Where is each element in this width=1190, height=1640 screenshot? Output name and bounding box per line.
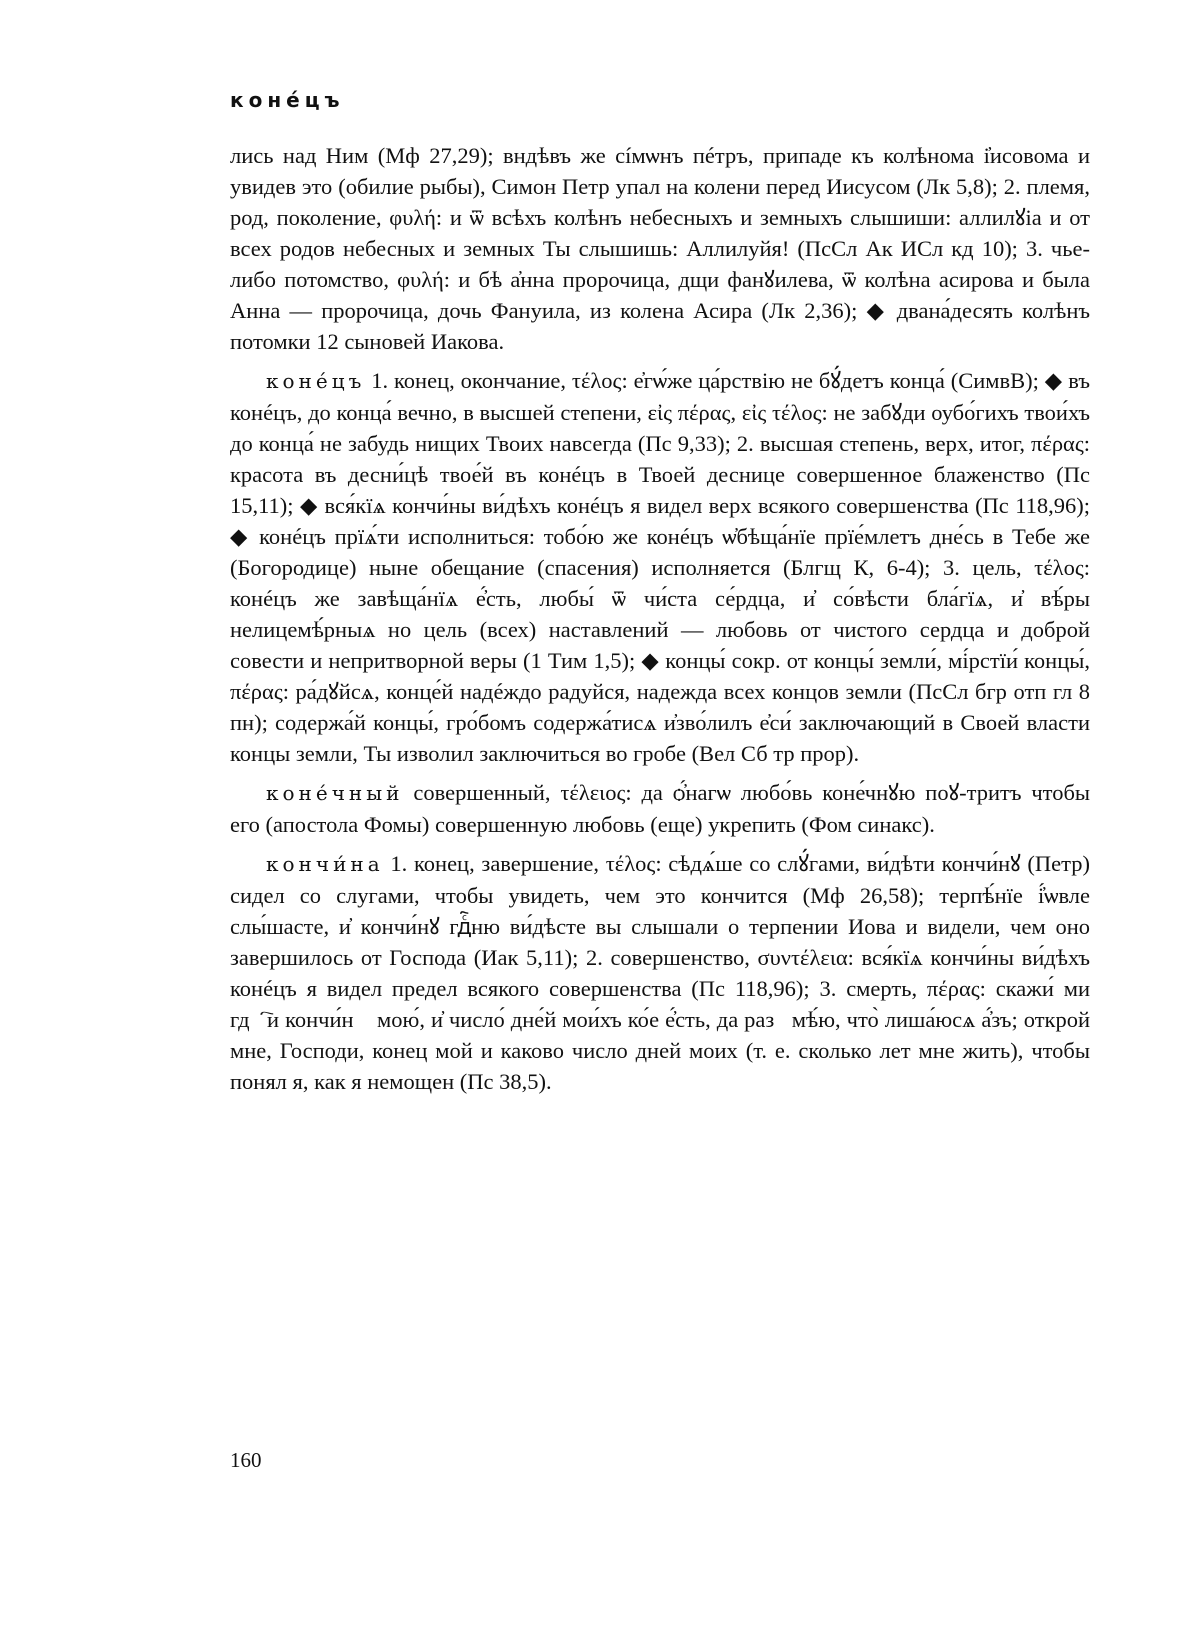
entry-konchina: [230, 848, 1090, 1097]
entry-continuation: [230, 140, 1090, 357]
dictionary-page: [230, 70, 1090, 1590]
entry-konechny-text: совершенный, τέλειος: да ѻ҆́нагѡ любо́вь коне́чнꙋю поꙋ-тритъ чтобы его (апостола Фомы) совершенную любовь (еще) укрепить (Фом синакс).: [230, 780, 1091, 837]
headword-konechny: коне́чный: [266, 781, 404, 805]
entry-konchina-text: 1. конец, завершение, τέλος: сѣдѧ́ше со слꙋ́гами, ви́дѣти кончи́нꙋ (Петр) сидел со слугами, чтобы увидеть, чем это кончится (Мф 26,58); терпѣ́нїе і҆́ѡвле слы́шасте, и҆ кончи́нꙋ гдⷭ҇ню ви́дѣсте вы слышали о терпении Иова и видели, чем оно завершилось от Господа (Иак 5,11); 2. совершенство, συντέλεια: вся́кїѧ кончи́ны ви́дѣхъ конéцъ я видел предел всякого совершенства (Пс 118,96); 3. смерть, πέρας: скажи́ ми гдⷭ҇и кончи́нꙋ мою́, и҆ число́ дне́й мои́хъ ко́е е҆́сть, да разꙋмѣ́ю, что̀ лиша́юсѧ а҆́зъ; открой мне, Господи, конец мой и каково число дней моих (т. е. сколько лет мне жить), чтобы понял я, как я немощен (Пс 38,5).: [230, 851, 1091, 1094]
entry-continuation-text: лись над Ним (Мф 27,29); вндѣвъ же сíмѡнъ пéтръ, припаде къ колѣнома і҆исовома и увидев это (обилие рыбы), Симон Петр упал на колени перед Иисусом (Лк 5,8); 2. племя, род, поколение, φυλή: и ѿ всѣхъ колѣнъ небесныхъ и земныхъ слышиши: аллилꙋіа и от всех родов небесных и земных Ты слышишь: Аллилуйя! (ПсСл Ак ИСл кд 10); 3. чье-либо потомство, φυλή: и бѣ а҆нна пророчица, дщи фанꙋилева, ѿ колѣна асирова и была Анна — пророчица, дочь Фануила, из колена Асира (Лк 2,36); ◆ двана́десять колѣнъ потомки 12 сыновей Иакова.: [230, 143, 1090, 354]
entry-konechny: [230, 777, 1090, 840]
page-number: 160: [230, 1448, 262, 1472]
entry-konets: [230, 365, 1090, 769]
headword-konets: конéцъ: [266, 369, 366, 393]
entry-konets-text: 1. конец, окончание, τέλος: е҆гѡ́же ца́рствію не бꙋ́детъ конца́ (СимвВ); ◆ въ конéцъ, до конца́ вечно, в высшей степени, εἰς πέρας, εἰς τέλος: не забꙋди оубо́гихъ твои́хъ до конца́ не забудь нищих Твоих навсегда (Пс 9,33); 2. высшая степень, верх, итог, πέρας: красота въ десни́цѣ твое́й въ конéцъ в Твоей деснице совершенное блаженство (Пс 15,11); ◆ вся́кїѧ кончи́ны ви́дѣхъ конéцъ я видел верх всякого совершенства (Пс 118,96); ◆ конéцъ прїѧ́ти исполниться: тобо́ю же конéцъ ѡ҆бѣща́нїе прїе́млетъ дне́сь в Тебе же (Богородице) ныне обещание (спасения) исполняется (Блгщ К, 6-4); 3. цель, τέλος: конéцъ же завѣща́нїѧ е҆́сть, любы́ ѿ чи́ста се́рдца, и҆ со́вѣсти бла́гїѧ, и҆ вѣ́ры нелицемѣ́рныѧ но цель (всех) наставлений — любовь от чистого сердца и доброй совести и непритворной веры (1 Тим 1,5); ◆ концы́ сокр. от концы́ земли́, мі́рстїи́ концы́, πέρας: ра́дꙋйсѧ, конце́й надéждо радуйся, надежда всех концов земли (ПсСл бгр отп гл 8 пн); содержа́й концы́, гро́бомъ содержа́тисѧ и҆зво́лилъ е҆си́ заключающий в Своей власти концы земли, Ты изволил заключиться во гробе (Вел Сб тр прор).: [230, 368, 1091, 766]
headword-konchina: кончи́на: [266, 852, 384, 876]
running-head: конéцъ: [230, 88, 345, 112]
